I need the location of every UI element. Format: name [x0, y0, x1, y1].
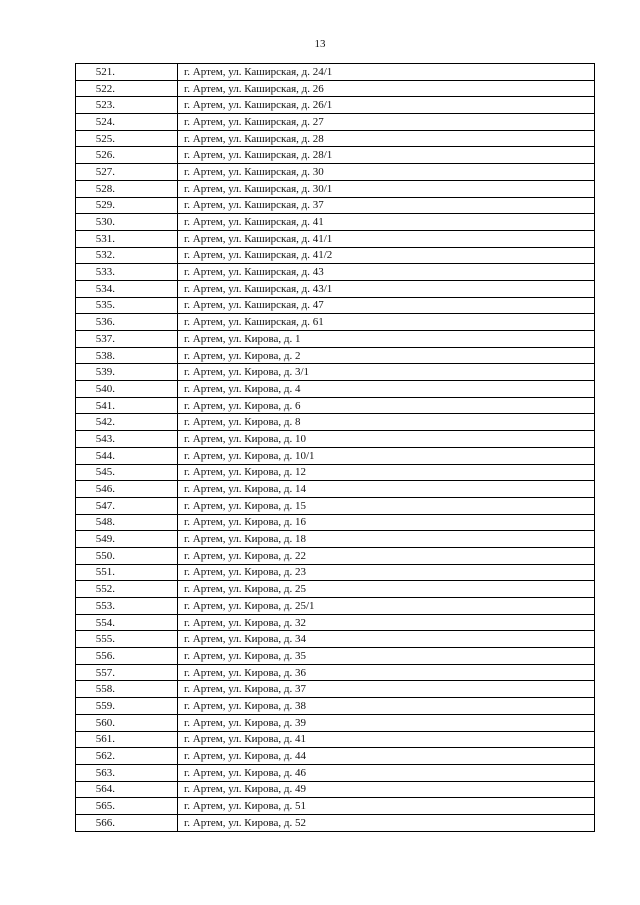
row-number: 530.: [76, 214, 178, 231]
row-number: 559.: [76, 698, 178, 715]
row-number: 566.: [76, 814, 178, 831]
table-row: [76, 130, 595, 147]
row-number: 525.: [76, 130, 178, 147]
row-number: 542.: [76, 414, 178, 431]
row-address: г. Артем, ул. Каширская, д. 27: [178, 114, 595, 131]
row-address: г. Артем, ул. Кирова, д. 46: [178, 764, 595, 781]
table-row: [76, 598, 595, 615]
row-number: 538.: [76, 347, 178, 364]
table-row: [76, 748, 595, 765]
row-address: г. Артем, ул. Каширская, д. 24/1: [178, 64, 595, 81]
table-row: [76, 531, 595, 548]
row-number: 547.: [76, 497, 178, 514]
row-number: 550.: [76, 547, 178, 564]
row-number: 560.: [76, 714, 178, 731]
row-number: 531.: [76, 230, 178, 247]
row-address: г. Артем, ул. Кирова, д. 25: [178, 581, 595, 598]
row-address: г. Артем, ул. Кирова, д. 51: [178, 798, 595, 815]
row-number: 534.: [76, 280, 178, 297]
row-address: г. Артем, ул. Кирова, д. 36: [178, 664, 595, 681]
row-number: 563.: [76, 764, 178, 781]
row-number: 523.: [76, 97, 178, 114]
row-number: 528.: [76, 180, 178, 197]
row-address: г. Артем, ул. Кирова, д. 12: [178, 464, 595, 481]
table-row: [76, 147, 595, 164]
row-address: г. Артем, ул. Кирова, д. 23: [178, 564, 595, 581]
row-number: 527.: [76, 164, 178, 181]
row-address: г. Артем, ул. Каширская, д. 26: [178, 80, 595, 97]
row-number: 564.: [76, 781, 178, 798]
table-row: [76, 164, 595, 181]
row-number: 543.: [76, 431, 178, 448]
address-table: [75, 63, 595, 832]
row-number: 533.: [76, 264, 178, 281]
row-number: 554.: [76, 614, 178, 631]
row-address: г. Артем, ул. Кирова, д. 10: [178, 431, 595, 448]
table-row: [76, 664, 595, 681]
table-row: [76, 97, 595, 114]
row-address: г. Артем, ул. Кирова, д. 25/1: [178, 598, 595, 615]
row-address: г. Артем, ул. Каширская, д. 41/2: [178, 247, 595, 264]
row-address: г. Артем, ул. Кирова, д. 52: [178, 814, 595, 831]
row-number: 546.: [76, 481, 178, 498]
address-table-body: [76, 64, 595, 832]
row-number: 539.: [76, 364, 178, 381]
row-address: г. Артем, ул. Кирова, д. 35: [178, 648, 595, 665]
row-address: г. Артем, ул. Кирова, д. 38: [178, 698, 595, 715]
row-address: г. Артем, ул. Кирова, д. 34: [178, 631, 595, 648]
row-address: г. Артем, ул. Кирова, д. 18: [178, 531, 595, 548]
row-number: 536.: [76, 314, 178, 331]
table-row: [76, 64, 595, 81]
row-number: 562.: [76, 748, 178, 765]
row-address: г. Артем, ул. Кирова, д. 16: [178, 514, 595, 531]
table-row: [76, 681, 595, 698]
row-address: г. Артем, ул. Каширская, д. 43: [178, 264, 595, 281]
row-address: г. Артем, ул. Каширская, д. 30: [178, 164, 595, 181]
row-address: г. Артем, ул. Кирова, д. 3/1: [178, 364, 595, 381]
table-row: [76, 514, 595, 531]
table-row: [76, 731, 595, 748]
table-row: [76, 814, 595, 831]
row-address: г. Артем, ул. Кирова, д. 22: [178, 547, 595, 564]
row-address: г. Артем, ул. Кирова, д. 1: [178, 331, 595, 348]
row-number: 521.: [76, 64, 178, 81]
row-address: г. Артем, ул. Кирова, д. 44: [178, 748, 595, 765]
row-address: г. Артем, ул. Каширская, д. 30/1: [178, 180, 595, 197]
row-address: г. Артем, ул. Кирова, д. 32: [178, 614, 595, 631]
row-address: г. Артем, ул. Кирова, д. 14: [178, 481, 595, 498]
row-address: г. Артем, ул. Каширская, д. 41: [178, 214, 595, 231]
table-row: [76, 280, 595, 297]
table-row: [76, 80, 595, 97]
row-address: г. Артем, ул. Каширская, д. 43/1: [178, 280, 595, 297]
row-address: г. Артем, ул. Кирова, д. 8: [178, 414, 595, 431]
table-row: [76, 347, 595, 364]
table-row: [76, 798, 595, 815]
row-address: г. Артем, ул. Кирова, д. 49: [178, 781, 595, 798]
table-row: [76, 614, 595, 631]
page-number: 13: [314, 38, 326, 50]
row-number: 522.: [76, 80, 178, 97]
row-address: г. Артем, ул. Каширская, д. 47: [178, 297, 595, 314]
table-row: [76, 764, 595, 781]
table-row: [76, 431, 595, 448]
row-number: 537.: [76, 331, 178, 348]
table-row: [76, 781, 595, 798]
table-row: [76, 714, 595, 731]
row-number: 529.: [76, 197, 178, 214]
table-row: [76, 581, 595, 598]
table-row: [76, 464, 595, 481]
table-row: [76, 698, 595, 715]
row-address: г. Артем, ул. Кирова, д. 4: [178, 381, 595, 398]
row-number: 549.: [76, 531, 178, 548]
table-row: [76, 214, 595, 231]
table-row: [76, 314, 595, 331]
row-address: г. Артем, ул. Кирова, д. 37: [178, 681, 595, 698]
table-row: [76, 381, 595, 398]
table-row: [76, 264, 595, 281]
row-address: г. Артем, ул. Кирова, д. 39: [178, 714, 595, 731]
row-address: г. Артем, ул. Каширская, д. 28/1: [178, 147, 595, 164]
row-address: г. Артем, ул. Каширская, д. 28: [178, 130, 595, 147]
table-row: [76, 297, 595, 314]
row-number: 544.: [76, 447, 178, 464]
row-number: 548.: [76, 514, 178, 531]
table-row: [76, 180, 595, 197]
row-number: 545.: [76, 464, 178, 481]
table-row: [76, 564, 595, 581]
table-row: [76, 631, 595, 648]
row-number: 565.: [76, 798, 178, 815]
table-row: [76, 331, 595, 348]
table-row: [76, 414, 595, 431]
row-number: 557.: [76, 664, 178, 681]
row-number: 551.: [76, 564, 178, 581]
row-number: 540.: [76, 381, 178, 398]
table-row: [76, 197, 595, 214]
table-row: [76, 397, 595, 414]
row-address: г. Артем, ул. Кирова, д. 10/1: [178, 447, 595, 464]
row-number: 552.: [76, 581, 178, 598]
row-number: 524.: [76, 114, 178, 131]
table-row: [76, 364, 595, 381]
row-number: 556.: [76, 648, 178, 665]
row-number: 532.: [76, 247, 178, 264]
table-row: [76, 230, 595, 247]
table-row: [76, 114, 595, 131]
row-address: г. Артем, ул. Кирова, д. 6: [178, 397, 595, 414]
table-row: [76, 648, 595, 665]
row-address: г. Артем, ул. Кирова, д. 41: [178, 731, 595, 748]
table-row: [76, 481, 595, 498]
row-address: г. Артем, ул. Каширская, д. 61: [178, 314, 595, 331]
row-number: 535.: [76, 297, 178, 314]
row-number: 555.: [76, 631, 178, 648]
table-row: [76, 497, 595, 514]
row-number: 553.: [76, 598, 178, 615]
row-address: г. Артем, ул. Каширская, д. 26/1: [178, 97, 595, 114]
row-address: г. Артем, ул. Кирова, д. 15: [178, 497, 595, 514]
table-row: [76, 247, 595, 264]
row-number: 558.: [76, 681, 178, 698]
table-row: [76, 547, 595, 564]
row-number: 561.: [76, 731, 178, 748]
row-number: 541.: [76, 397, 178, 414]
row-address: г. Артем, ул. Каширская, д. 37: [178, 197, 595, 214]
row-address: г. Артем, ул. Кирова, д. 2: [178, 347, 595, 364]
row-address: г. Артем, ул. Каширская, д. 41/1: [178, 230, 595, 247]
row-number: 526.: [76, 147, 178, 164]
table-row: [76, 447, 595, 464]
